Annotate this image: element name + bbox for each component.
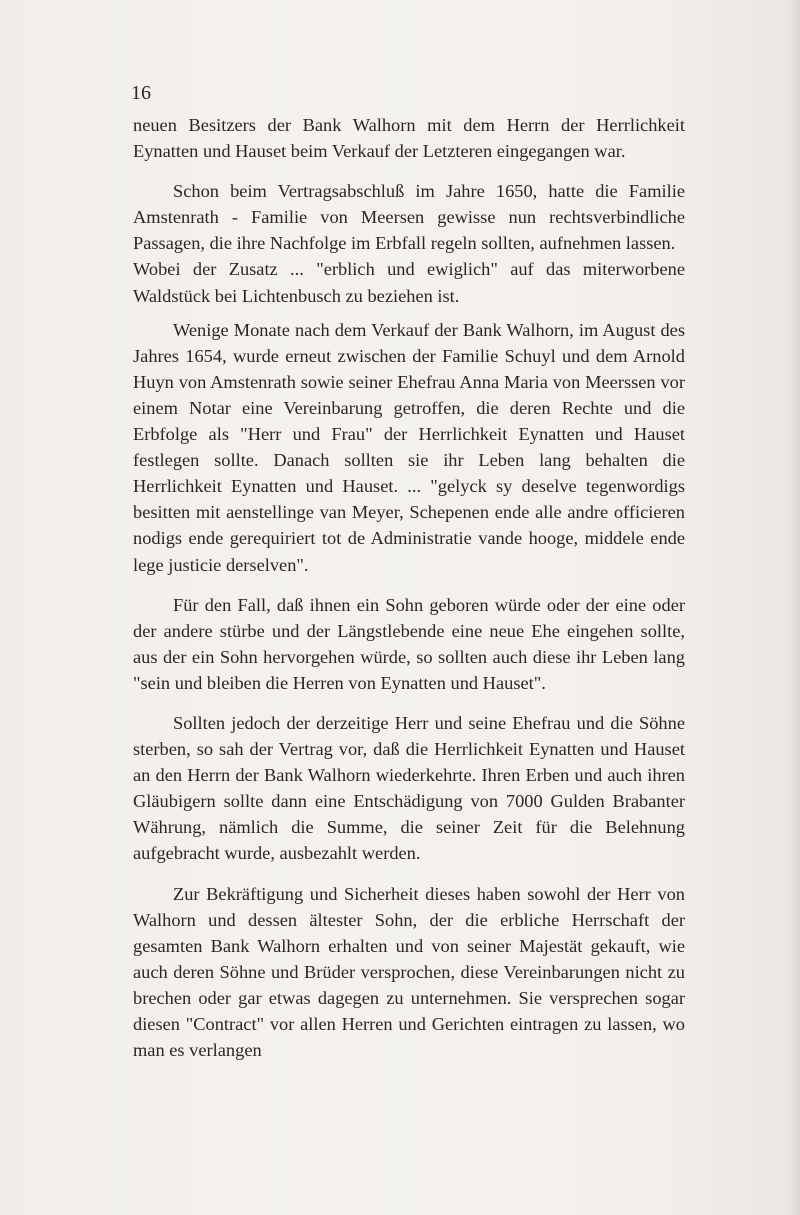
page-edge-shadow <box>786 0 800 1215</box>
paragraph-bekraeftigung: Zur Bekräftigung und Sicherheit dieses haben sowohl der Herr von Walhorn und dessen ältester Sohn, der die erbliche Herrschaft der gesamten Bank Walhorn erhalten und von seiner Majestät gekauft, wie auch deren Söhne und Brüder versprochen, diese Vereinbarungen nicht zu brechen oder gar etwas dagegen zu unternehmen. Sie versprechen sogar diesen "Contract" vor allen Herren und Gerichten eintragen zu lassen, wo man es verlangen <box>133 883 685 1061</box>
paragraph-erbfolge-rueckfall: Sollten jedoch der derzeitige Herr und seine Ehefrau und die Söhne sterben, so sah der Vertrag vor, daß die Herrlichkeit Eynatten und Hauset an den Herrn der Bank Walhorn wiederkehrte. Ihren Erben und auch ihren Gläubigern sollte dann eine Entschädigung von 7000 Gulden Brabanter Währung, nämlich die Summe, die seiner Zeit für die Belehnung aufgebracht wurde, ausbezahlt werden. <box>133 712 685 864</box>
paragraph-continuation: neuen Besitzers der Bank Walhorn mit dem Herrn der Herrlichkeit Eynatten und Hauset beim Verkauf der Letzteren eingegangen war. <box>133 115 685 162</box>
paragraph-vereinbarung-1654: Wenige Monate nach dem Verkauf der Bank Walhorn, im August des Jahres 1654, wurde erneut zwischen der Familie Schuyl und dem Arnold Huyn von Amstenrath sowie seiner Ehefrau Anna Maria von Meerssen vor einem Notar eine Vereinbarung getroffen, die deren Rechte und die Erbfolge als "Herr und Frau" der Herrlichkeit Eynatten und Hauset festlegen sollte. Danach sollten sie ihr Leben lang behalten die Herrlichkeit Eynatten und Hauset. ... "gelyck sy deselve tegenwordigs besitten mit aenstellinge van Meyer, Schepenen ende alle andre officieren nodigs ende gerequiriert tot de Administratie vande hooge, middele ende lege justicie derselven". <box>133 319 685 575</box>
paragraph-sohn-geboren: Für den Fall, daß ihnen ein Sohn geboren würde oder der eine oder der andere stürbe und der Längstlebende eine neue Ehe eingehen sollte, aus der ein Sohn hervorgehen würde, so sollten auch diese ihr Leben lang "sein und bleiben die Herren von Eynatten und Hauset". <box>133 594 685 693</box>
page-number: 16 <box>131 82 151 104</box>
paragraph-vertragsabschluss: Schon beim Vertragsabschluß im Jahre 1650, hatte die Familie Amstenrath - Familie von Meersen gewisse nun rechtsverbindliche Passagen, die ihre Nachfolge im Erbfall regeln sollten, aufnehmen lassen. <box>133 181 685 254</box>
paragraph-zusatz: Wobei der Zusatz ... "erblich und ewiglich" auf das miterworbene Waldstück bei Lichtenbusch zu beziehen ist. <box>133 259 685 306</box>
body-text <box>133 112 685 1063</box>
